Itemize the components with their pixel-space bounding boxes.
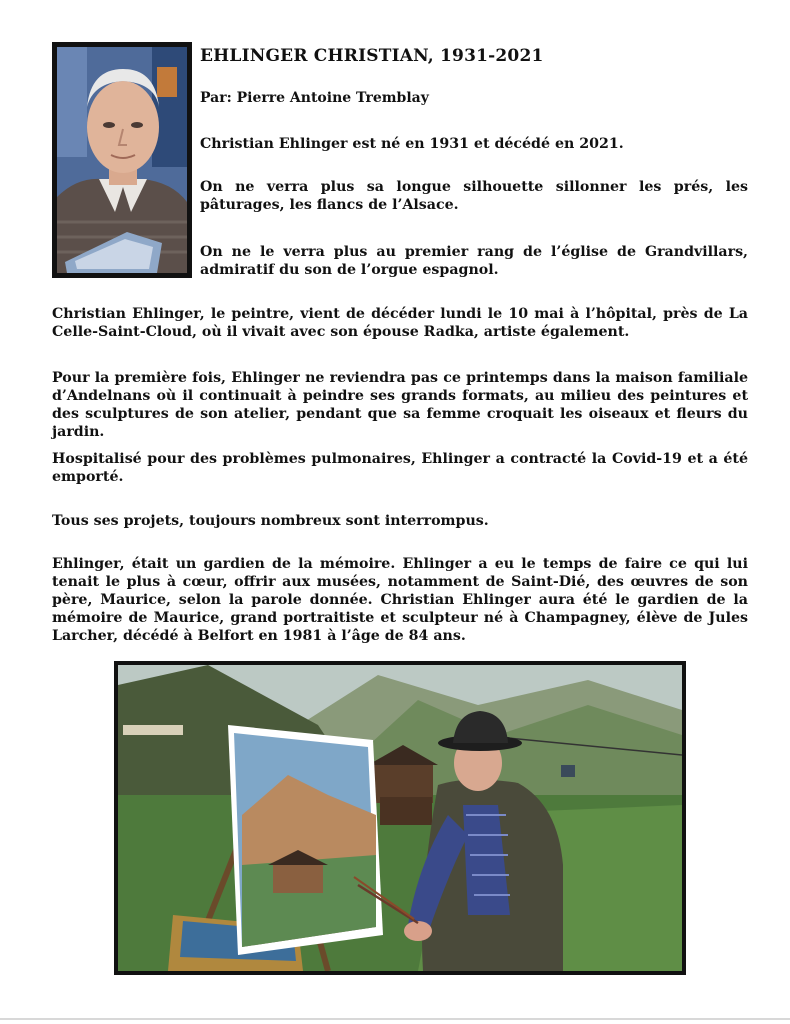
paragraph-church: On ne le verra plus au premier rang de l’église de Grandvillars, admiratif du son de l’orgue espagnol. xyxy=(200,244,748,278)
paragraph-andelnans: Pour la première fois, Ehlinger ne reviendra pas ce printemps dans la maison familiale d’Andelnans où il continuait à peindre ses grands formats, au milieu des peintures et des sculptures de son atelier, pendant que sa femme croquait les oiseaux et fleurs du jardin. xyxy=(52,370,748,440)
article-title: EHLINGER CHRISTIAN, 1931-2021 xyxy=(200,46,544,66)
painting-scene-illustration xyxy=(118,665,682,971)
paragraph-silhouette: On ne verra plus sa longue silhouette sillonner les prés, les pâturages, les flancs de l’Alsace. xyxy=(200,179,748,213)
portrait-illustration xyxy=(57,47,187,273)
portrait-photo xyxy=(52,42,192,278)
article-byline: Par: Pierre Antoine Tremblay xyxy=(200,90,429,106)
page-bottom-edge xyxy=(0,1018,790,1020)
paragraph-death-news: Christian Ehlinger, le peintre, vient de décéder lundi le 10 mai à l’hôpital, près de La Celle-Saint-Cloud, où il vivait avec son épouse Radka, artiste également. xyxy=(52,306,748,340)
paragraph-covid: Hospitalisé pour des problèmes pulmonaires, Ehlinger a contracté la Covid-19 et a été emporté. xyxy=(52,451,748,485)
paragraph-memory: Ehlinger, était un gardien de la mémoire. Ehlinger a eu le temps de faire ce qui lui tenait le plus à cœur, offrir aux musées, notamment de Saint-Dié, des œuvres de son père, Maurice, selon la parole donnée. Christian Ehlinger aura été le gardien de la mémoire de Maurice, grand portraitiste et sculpteur né à Champagney, élève de Jules Larcher, décédé à Belfort en 1981 à l’âge de 84 ans. xyxy=(52,556,748,644)
paragraph-projects: Tous ses projets, toujours nombreux sont interrompus. xyxy=(52,513,489,529)
paragraph-birth-death: Christian Ehlinger est né en 1931 et décédé en 2021. xyxy=(200,136,624,152)
painting-scene-photo xyxy=(114,661,686,975)
